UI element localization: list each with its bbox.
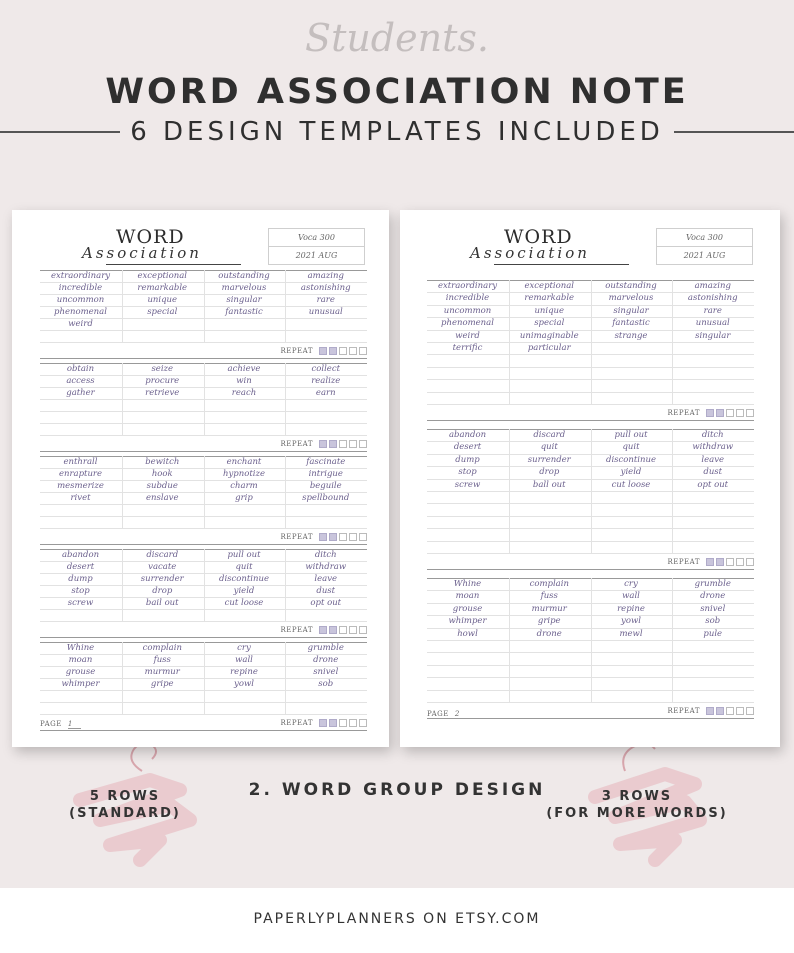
repeat-checkbox[interactable]: [349, 440, 357, 448]
repeat-checkbox[interactable]: [349, 347, 357, 355]
word-cell: wall: [235, 655, 253, 665]
word-cell: collect: [311, 364, 341, 374]
word-cell: opt out: [697, 479, 729, 490]
word-cell: quit: [235, 562, 253, 572]
repeat-label: REPEAT: [280, 347, 313, 355]
word-cell: obtain: [66, 364, 95, 374]
word-cell: gripe: [150, 679, 174, 689]
repeat-checkbox[interactable]: [736, 558, 744, 566]
word-cell: rivet: [70, 493, 91, 503]
word-cell: fantastic: [225, 307, 263, 317]
word-table: [427, 429, 754, 553]
word-cell: yield: [233, 586, 255, 596]
word-cell: grouse: [65, 667, 96, 677]
word-cell: yield: [620, 467, 642, 478]
word-cell: grip: [235, 493, 253, 503]
word-cell: cry: [624, 579, 638, 589]
word-cell: strange: [614, 330, 648, 341]
word-cell: cut loose: [224, 598, 264, 608]
repeat-checkbox[interactable]: [329, 626, 337, 634]
word-cell: gripe: [537, 616, 561, 627]
word-cell: repine: [617, 603, 645, 614]
word-cell: hypnotize: [223, 469, 265, 479]
repeat-checkbox[interactable]: [359, 533, 367, 541]
repeat-rule: [427, 718, 754, 719]
word-cell: discard: [533, 430, 566, 440]
repeat-checkbox[interactable]: [319, 626, 327, 634]
word-cell: desert: [66, 562, 95, 572]
word-cell: outstanding: [605, 281, 657, 291]
word-cell: dump: [68, 574, 93, 584]
word-cell: marvelous: [221, 283, 267, 293]
word-cell: fascinate: [306, 457, 346, 467]
word-cell: unique: [534, 305, 565, 316]
word-cell: enchant: [226, 457, 262, 467]
repeat-rule: [40, 451, 367, 452]
header-underline: [106, 264, 241, 265]
word-cell: yowl: [234, 679, 254, 689]
repeat-checkbox[interactable]: [339, 440, 347, 448]
word-cell: access: [66, 376, 95, 386]
word-cell: achieve: [227, 364, 261, 374]
word-cell: bewitch: [145, 457, 180, 467]
word-cell: drop: [152, 586, 173, 596]
word-cell: uncommon: [443, 305, 492, 316]
repeat-checkbox[interactable]: [706, 558, 714, 566]
word-cell: vacate: [148, 562, 177, 572]
word-cell: phenomenal: [54, 307, 107, 317]
word-cell: retrieve: [145, 388, 180, 398]
word-cell: singular: [226, 295, 262, 305]
word-cell: reach: [231, 388, 257, 398]
planner-page-1: [12, 210, 389, 747]
word-cell: earn: [315, 388, 336, 398]
table-row-line: [40, 435, 367, 436]
repeat-tracker: [667, 408, 754, 418]
word-cell: gather: [66, 388, 95, 398]
repeat-checkbox[interactable]: [359, 347, 367, 355]
word-table: [40, 270, 367, 342]
word-cell: murmur: [144, 667, 180, 677]
word-table: [427, 578, 754, 702]
word-cell: surrender: [527, 454, 571, 465]
repeat-checkbox[interactable]: [349, 719, 357, 727]
word-cell: win: [236, 376, 252, 386]
word-cell: howl: [457, 628, 478, 639]
word-cell: discontinue: [219, 574, 269, 584]
repeat-checkbox[interactable]: [706, 707, 714, 715]
repeat-checkbox[interactable]: [706, 409, 714, 417]
word-cell: snivel: [700, 603, 726, 614]
label-design-name: 2. WORD GROUP DESIGN: [248, 780, 546, 800]
word-cell: screw: [67, 598, 94, 608]
page-label: PAGE: [427, 710, 449, 718]
page-number-value: 2: [455, 710, 468, 719]
word-cell: dump: [455, 454, 480, 465]
word-cell: realize: [311, 376, 341, 386]
word-cell: extraordinary: [50, 271, 111, 281]
word-cell: sob: [318, 679, 334, 689]
repeat-rule: [40, 544, 367, 545]
repeat-checkbox[interactable]: [349, 533, 357, 541]
word-cell: phenomenal: [441, 318, 494, 329]
word-cell: leave: [701, 454, 725, 465]
repeat-checkbox[interactable]: [736, 707, 744, 715]
subtitle-rule-left: [0, 131, 120, 133]
label-three-rows-line2: (FOR MORE WORDS): [546, 806, 728, 821]
label-three-rows-line1: 3 ROWS: [601, 789, 673, 804]
planner-page-2: [400, 210, 780, 747]
repeat-checkbox[interactable]: [716, 409, 724, 417]
word-cell: desert: [453, 442, 482, 453]
word-cell: ditch: [314, 550, 337, 560]
main-title: WORD ASSOCIATION NOTE: [105, 72, 689, 112]
word-cell: bail out: [145, 598, 179, 608]
voca-date-box: [268, 228, 365, 265]
repeat-label: REPEAT: [667, 558, 700, 566]
word-cell: incredible: [58, 283, 103, 293]
word-cell: fuss: [540, 591, 558, 602]
word-cell: grouse: [452, 603, 483, 614]
repeat-label: REPEAT: [280, 719, 313, 727]
word-cell: abandon: [61, 550, 100, 560]
word-cell: Whine: [66, 643, 95, 653]
word-cell: enrapture: [58, 469, 103, 479]
word-cell: beguile: [309, 481, 342, 491]
word-table: [40, 642, 367, 714]
repeat-checkbox[interactable]: [319, 533, 327, 541]
word-cell: particular: [527, 343, 571, 353]
repeat-rule: [40, 730, 367, 731]
repeat-checkbox[interactable]: [339, 347, 347, 355]
repeat-checkbox[interactable]: [726, 409, 734, 417]
table-row-line: [40, 342, 367, 343]
word-cell: grumble: [307, 643, 344, 653]
word-cell: snivel: [313, 667, 339, 677]
word-cell: dust: [703, 467, 723, 478]
word-cell: cry: [237, 643, 251, 653]
word-cell: pull out: [227, 550, 261, 560]
voca-count: Voca 300: [657, 229, 752, 247]
table-row-line: [427, 553, 754, 554]
header-underline: [494, 264, 629, 265]
repeat-tracker: [280, 439, 367, 449]
word-cell: grumble: [694, 579, 731, 589]
word-cell: enslave: [146, 493, 179, 503]
word-cell: mewl: [619, 628, 643, 639]
subtitle-row: [0, 114, 794, 150]
repeat-tracker: [280, 532, 367, 542]
word-cell: spellbound: [302, 493, 350, 503]
repeat-rule: [40, 637, 367, 638]
word-cell: screw: [454, 479, 481, 490]
repeat-checkbox[interactable]: [319, 719, 327, 727]
word-cell: moan: [68, 655, 93, 665]
word-cell: singular: [695, 330, 731, 341]
repeat-checkbox[interactable]: [349, 626, 357, 634]
word-cell: amazing: [307, 271, 344, 281]
word-cell: pule: [703, 628, 723, 639]
word-cell: ball out: [532, 479, 566, 490]
word-cell: exceptional: [137, 271, 188, 281]
word-table: [40, 363, 367, 435]
repeat-checkbox[interactable]: [319, 440, 327, 448]
word-cell: enthrall: [63, 457, 98, 467]
header-word-text: WORD: [504, 226, 573, 248]
word-cell: withdraw: [305, 562, 347, 572]
repeat-tracker: [280, 625, 367, 635]
repeat-checkbox[interactable]: [726, 558, 734, 566]
table-row-line: [40, 528, 367, 529]
word-cell: drone: [700, 591, 726, 602]
word-cell: opt out: [310, 598, 342, 608]
word-table: [40, 549, 367, 621]
word-cell: quit: [622, 442, 640, 453]
word-cell: wall: [622, 591, 640, 602]
repeat-checkbox[interactable]: [319, 347, 327, 355]
word-cell: special: [147, 307, 178, 317]
header-word-text: WORD: [116, 226, 185, 248]
footer-text: PAPERLYPLANNERS ON ETSY.COM: [253, 911, 541, 927]
word-cell: intrigue: [308, 469, 343, 479]
label-five-rows-line1: 5 ROWS: [89, 789, 161, 804]
word-cell: abandon: [448, 430, 487, 440]
word-cell: moan: [455, 591, 480, 602]
header-association-script: Association: [470, 244, 590, 262]
word-table: [40, 456, 367, 528]
word-cell: complain: [142, 643, 182, 653]
word-cell: rare: [703, 305, 722, 316]
word-cell: weird: [455, 330, 480, 341]
subtitle: 6 DESIGN TEMPLATES INCLUDED: [130, 117, 664, 147]
word-cell: remarkable: [524, 293, 575, 304]
word-cell: unique: [147, 295, 178, 305]
repeat-label: REPEAT: [667, 707, 700, 715]
word-cell: exceptional: [524, 281, 575, 291]
word-cell: sob: [705, 616, 721, 627]
word-cell: drone: [313, 655, 339, 665]
repeat-tracker: [280, 718, 367, 728]
repeat-checkbox[interactable]: [339, 626, 347, 634]
repeat-label: REPEAT: [280, 626, 313, 634]
table-row-line: [40, 621, 367, 622]
word-cell: repine: [230, 667, 258, 677]
repeat-checkbox[interactable]: [716, 707, 724, 715]
table-row-line: [427, 404, 754, 405]
word-cell: weird: [68, 319, 93, 329]
word-cell: remarkable: [137, 283, 188, 293]
label-five-rows-line2: (STANDARD): [69, 806, 181, 821]
repeat-label: REPEAT: [667, 409, 700, 417]
table-row-line: [427, 702, 754, 703]
repeat-rule: [427, 569, 754, 570]
word-cell: complain: [529, 579, 569, 589]
word-cell: mesmerize: [57, 481, 104, 491]
word-cell: uncommon: [56, 295, 105, 305]
repeat-tracker: [667, 557, 754, 567]
word-cell: unusual: [308, 307, 343, 317]
repeat-checkbox[interactable]: [359, 626, 367, 634]
word-cell: astonishing: [687, 293, 738, 304]
repeat-checkbox[interactable]: [359, 719, 367, 727]
repeat-rule: [40, 358, 367, 359]
repeat-tracker: [667, 706, 754, 716]
word-cell: quit: [540, 442, 558, 453]
word-cell: astonishing: [300, 283, 351, 293]
word-cell: terrific: [452, 343, 483, 353]
repeat-checkbox[interactable]: [746, 558, 754, 566]
repeat-checkbox[interactable]: [716, 558, 724, 566]
word-cell: charm: [230, 481, 258, 491]
word-cell: singular: [613, 305, 649, 316]
date-label: 2021 AUG: [683, 251, 726, 260]
word-cell: hook: [151, 469, 173, 479]
word-cell: drop: [539, 467, 560, 478]
header-association-script: Association: [82, 244, 202, 262]
word-cell: whimper: [61, 679, 100, 689]
word-cell: marvelous: [608, 293, 654, 304]
word-cell: yowl: [621, 616, 641, 627]
word-cell: stop: [458, 467, 477, 478]
word-cell: whimper: [448, 616, 487, 627]
word-cell: Whine: [453, 579, 482, 589]
date-label: 2021 AUG: [295, 251, 338, 260]
repeat-checkbox[interactable]: [736, 409, 744, 417]
word-cell: dust: [316, 586, 336, 596]
repeat-checkbox[interactable]: [359, 440, 367, 448]
repeat-label: REPEAT: [280, 533, 313, 541]
word-table: [427, 280, 754, 404]
repeat-checkbox[interactable]: [746, 707, 754, 715]
repeat-checkbox[interactable]: [329, 347, 337, 355]
word-cell: drone: [536, 628, 562, 639]
label-three-rows: [542, 788, 732, 822]
repeat-checkbox[interactable]: [746, 409, 754, 417]
word-cell: fuss: [153, 655, 171, 665]
word-cell: surrender: [140, 574, 184, 584]
table-row-line: [40, 714, 367, 715]
repeat-checkbox[interactable]: [339, 533, 347, 541]
word-cell: stop: [71, 586, 90, 596]
word-cell: special: [534, 318, 565, 329]
word-cell: cut loose: [611, 479, 651, 490]
repeat-checkbox[interactable]: [329, 533, 337, 541]
word-cell: subdue: [146, 481, 178, 491]
word-cell: extraordinary: [437, 281, 498, 291]
brand-script: Students.: [305, 16, 489, 60]
word-cell: seize: [151, 364, 174, 374]
repeat-tracker: [280, 346, 367, 356]
word-cell: unusual: [695, 318, 730, 329]
repeat-checkbox[interactable]: [329, 440, 337, 448]
page-label: PAGE: [40, 720, 62, 728]
word-cell: fantastic: [612, 318, 650, 329]
word-cell: murmur: [531, 603, 567, 614]
word-cell: outstanding: [218, 271, 270, 281]
word-cell: discontinue: [606, 454, 656, 465]
subtitle-rule-right: [674, 131, 794, 133]
word-cell: incredible: [445, 293, 490, 304]
repeat-checkbox[interactable]: [329, 719, 337, 727]
word-cell: pull out: [614, 430, 648, 440]
word-cell: unimaginable: [519, 330, 579, 341]
voca-date-box: [656, 228, 753, 265]
word-cell: ditch: [701, 430, 724, 440]
page-number: [427, 710, 468, 718]
word-cell: discard: [146, 550, 179, 560]
repeat-checkbox[interactable]: [726, 707, 734, 715]
word-cell: rare: [316, 295, 335, 305]
voca-count: Voca 300: [269, 229, 364, 247]
repeat-checkbox[interactable]: [339, 719, 347, 727]
page-number-value: 1: [68, 720, 81, 729]
word-cell: procure: [145, 376, 180, 386]
word-cell: withdraw: [692, 442, 734, 453]
word-cell: amazing: [694, 281, 731, 291]
repeat-label: REPEAT: [280, 440, 313, 448]
repeat-rule: [427, 420, 754, 421]
word-cell: leave: [314, 574, 338, 584]
page-number: [40, 720, 81, 728]
